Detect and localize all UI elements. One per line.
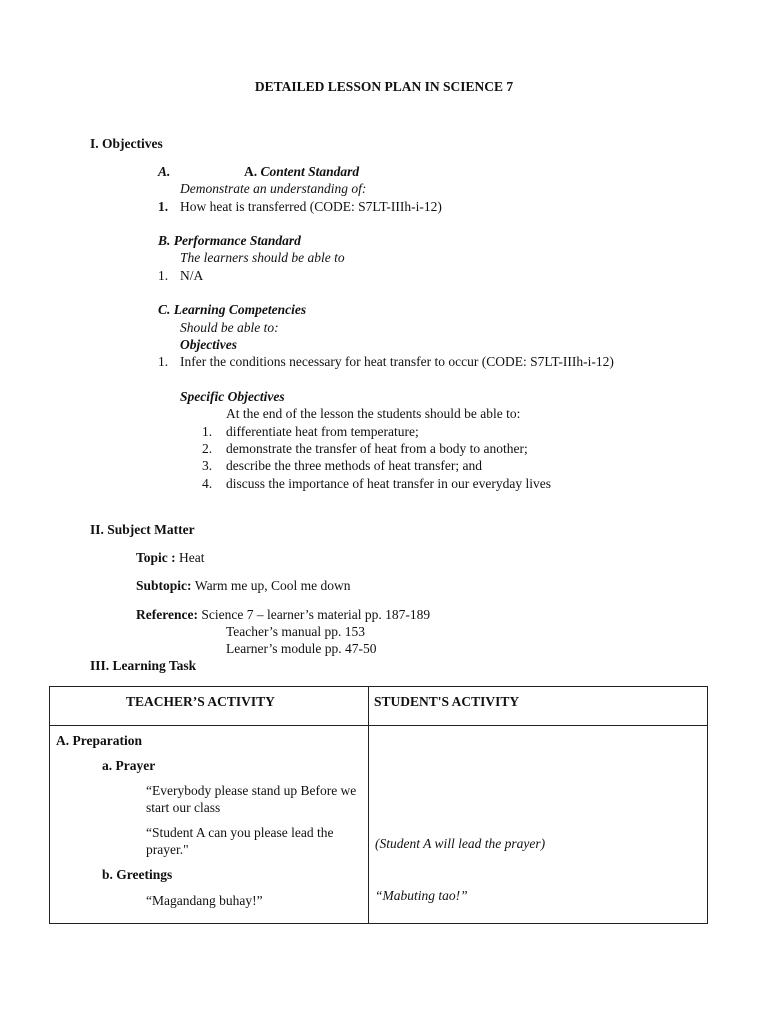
prayer-label: a. Prayer — [102, 758, 156, 773]
objectives-heading: I. Objectives — [90, 136, 163, 151]
performance-standard-intro: The learners should be able to — [180, 250, 345, 265]
teacher-activity-header-text: TEACHER’S ACTIVITY — [126, 694, 275, 709]
learning-competencies-label: C. Learning Competencies — [158, 302, 307, 317]
document-title: DETAILED LESSON PLAN IN SCIENCE 7 — [254, 79, 514, 94]
reference-line: Reference: Science 7 – learner’s material pp. 187-189 — [136, 607, 431, 622]
learning-competencies-item: Infer the conditions necessary for heat transfer to occur (CODE: S7LT-IIIh-i-12) — [180, 354, 614, 369]
content-standard-letter: A. — [158, 164, 171, 179]
specific-objectives-intro: At the end of the lesson the students should be able to: — [226, 406, 521, 421]
table-row — [50, 726, 708, 924]
teacher-activity-header — [50, 687, 369, 726]
specific-objectives-label: Specific Objectives — [180, 389, 285, 404]
topic-line: Topic : Heat — [136, 550, 205, 565]
performance-standard-item-number: 1. — [158, 268, 169, 283]
specific-objective-text: discuss the importance of heat transfer in our everyday lives — [226, 476, 552, 491]
student-prayer-response: (Student A will lead the prayer) — [375, 836, 546, 851]
content-standard-label: A. Content Standard — [244, 164, 360, 179]
specific-objective-number: 1. — [202, 424, 213, 439]
specific-objective-number: 3. — [202, 458, 213, 473]
reference-item: Learner’s module pp. 47-50 — [226, 641, 377, 656]
subtopic-line: Subtopic: Warm me up, Cool me down — [136, 578, 351, 593]
content-standard-item-number: 1. — [158, 199, 169, 214]
performance-standard-label: B. Performance Standard — [158, 233, 301, 248]
teacher-greeting: “Magandang buhay!” — [146, 893, 263, 908]
teacher-activity-cell — [50, 726, 369, 924]
specific-objective-number: 2. — [202, 441, 213, 456]
learning-competencies-intro: Should be able to: — [180, 320, 279, 335]
specific-objective-text: differentiate heat from temperature; — [226, 424, 419, 439]
specific-objective-text: demonstrate the transfer of heat from a body to another; — [226, 441, 528, 456]
prayer-request: “Student A can you please lead the prayer." — [146, 825, 334, 857]
learning-competencies-item-number: 1. — [158, 354, 169, 369]
performance-standard-item: N/A — [180, 268, 204, 283]
subject-matter-heading: II. Subject Matter — [90, 522, 195, 537]
specific-objective-text: describe the three methods of heat transfer; and — [226, 458, 483, 473]
student-greeting-response: “Mabuting tao!” — [375, 888, 468, 903]
table-header-row — [50, 687, 708, 726]
student-activity-header — [369, 687, 708, 726]
learning-task-table — [49, 686, 708, 924]
prayer-instruction: “Everybody please stand up Before we start our class — [146, 783, 357, 815]
learning-competencies-sub: Objectives — [180, 337, 237, 352]
learning-task-heading: III. Learning Task — [90, 658, 197, 673]
content-standard-intro: Demonstrate an understanding of: — [180, 181, 367, 196]
content-standard-item: How heat is transferred (CODE: S7LT-IIIh-i-12) — [180, 199, 442, 214]
reference-item: Teacher’s manual pp. 153 — [226, 624, 366, 639]
greetings-label: b. Greetings — [102, 867, 173, 882]
specific-objective-number: 4. — [202, 476, 213, 491]
preparation-label: A. Preparation — [56, 733, 142, 748]
student-activity-cell — [369, 726, 708, 924]
student-activity-header-text: STUDENT'S ACTIVITY — [374, 694, 520, 709]
